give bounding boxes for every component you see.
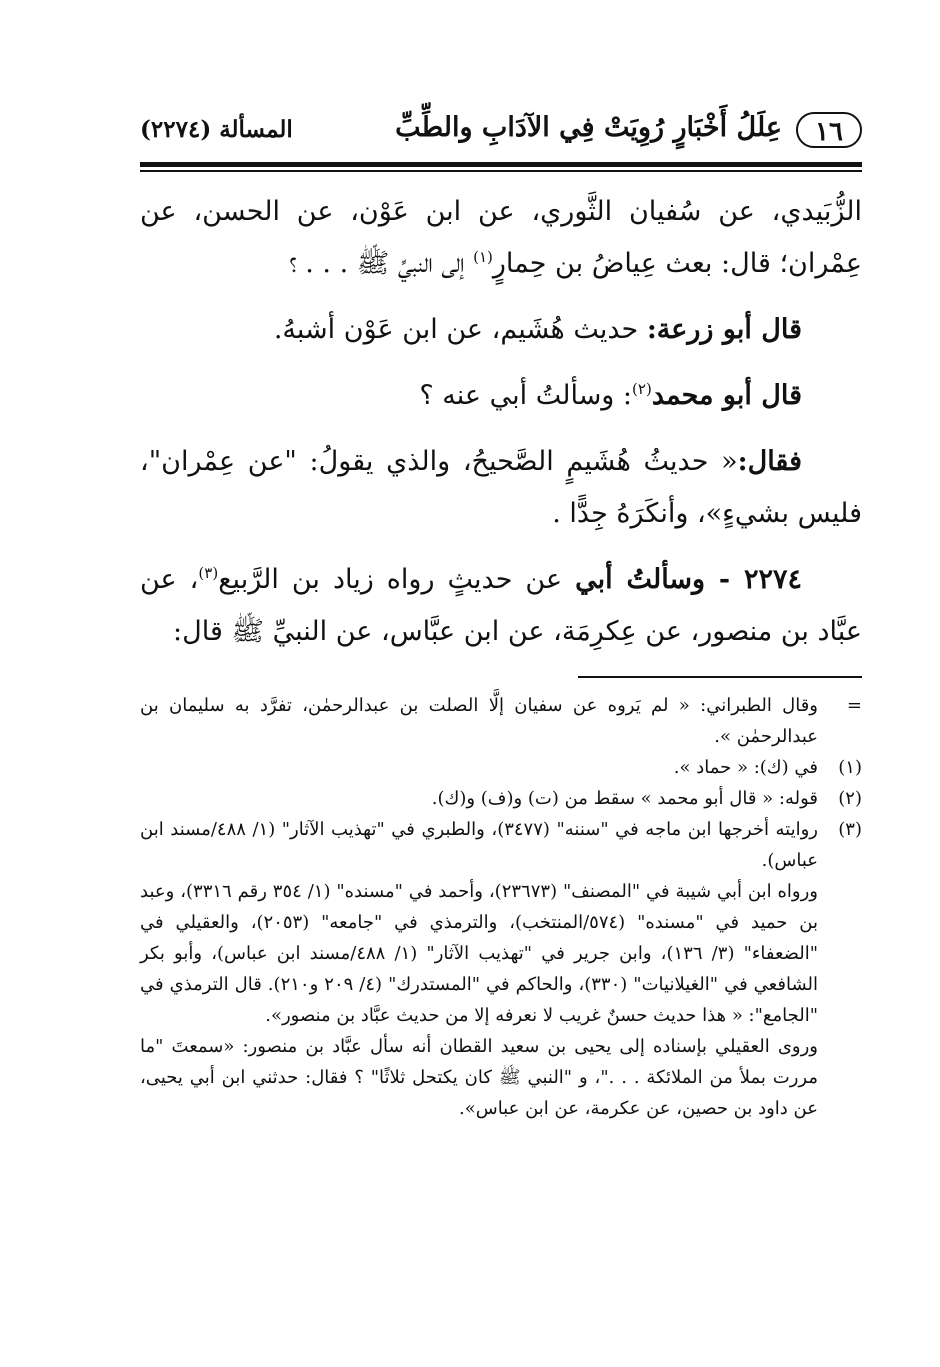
paragraph-text: حديث هُشَيم، عن ابن عَوْن أشبهُ. [273,314,647,345]
footnote-text: قوله: « قال أبو محمد » سقط من (ت) و(ف) و(ك). [431,788,818,809]
issue-heading: ٢٢٧٤ - وسألتُ أبي [575,564,802,595]
issue-label: المسألة (٢٢٧٤) [140,116,293,143]
footnote-3 [140,814,862,876]
footnote-text: ورواه ابن أبي شيبة في "المصنف" (٢٣٦٧٣)، وأحمد في "مسنده" (١/ ٣٥٤ رقم ٣٣١٦)، وعبد بن حميد في "مسنده" (٥٧٤/المنتخب)، والترمذي في "جامعه" (٢٠٥٣)، والعقيلي في "الضعفاء" (٣/ ١٣٦)، وابن جرير في "تهذيب الآثار" (١/ ٤٨٨/مسند ابن عباس)، وأبو بكر الشافعي في "الغيلانيات" (٣٣٠)، والحاكم في "المستدرك" (٤/ ٢٠٩ و٢١٠). قال الترمذي في "الجامع": « هذا حديث حسنٌ غريب لا نعرفه إلا من حديث عبَّاد بن منصور». [140,881,819,1026]
page-number: ١٦ [796,112,862,148]
footnote-marker: (١) [838,757,862,778]
paragraph-chain-continuation [140,186,862,290]
book-title: عِلَلُ أَخْبَارٍ رُوِيَتْ فِي الآدَابِ والطِّبِّ [395,112,782,143]
footnote-text: وروى العقيلي بإسناده إلى يحيى بن سعيد القطان أنه سأل عبَّاد بن منصور: «سمعتَ "ما مررت بملأ من الملائكة . . ."، و "النبي ﷺ كان يكتحل ثلاثًا" ؟ فقال: حدثني ابن أبي يحيى، عن داود بن حصين، عن عكرمة، عن ابن عباس». [140,1036,818,1119]
footnote-1 [140,752,862,783]
footnote-ref-1: (١) [473,248,493,266]
footnote-3-continuation-b [140,1031,862,1124]
footnote-marker: (٣) [838,819,862,840]
speaker-label: قال أبو محمد [651,380,802,411]
paragraph-abu-zura [140,304,862,356]
footnote-ref-2: (٢) [632,380,652,398]
header-rule-thick [140,162,862,167]
footnote-ref-3: (٣) [198,564,219,582]
paragraph-text: « حديثُ هُشَيمٍ الصَّحيحُ، والذي يقولُ: "عن عِمْران"، فليس بشيءٍ»، وأنكَرَهُ جِدًّا . [140,446,862,529]
footnotes [140,690,862,1124]
paragraph-issue-2274 [140,554,862,658]
speaker-label: فقال: [737,446,802,477]
main-text [140,186,862,658]
footnote-text: في (ك): « حماد ». [673,757,818,778]
paragraph-answer [140,436,862,540]
footnote-carryover [140,690,862,752]
footnote-marker: (٢) [838,788,862,809]
paragraph-text: إلى النبيِّ ﷺ . . . ؟ [289,248,474,279]
paragraph-text: : وسألتُ أبي عنه ؟ [419,380,633,411]
footnote-separator [578,676,862,678]
paragraph-abu-muhammad [140,370,862,422]
paragraph-text: ، عن عبَّاد بن منصور، عن عِكرِمَة، عن ابن عبَّاس، عن النبيِّ ﷺ قال: [140,564,862,647]
speaker-label: قال أبو زرعة: [646,314,802,345]
footnote-text: روايته أخرجها ابن ماجه في "سننه" (٣٤٧٧)، والطبري في "تهذيب الآثار" (١/ ٤٨٨/مسند ابن عباس). [140,819,818,871]
header-rule-thin [140,170,862,172]
footnote-text: وقال الطبراني: « لم يَروه عن سفيان إلَّا الصلت بن عبدالرحمٰن، تفرَّد به سليمان بن عبدالرحمٰن ». [140,695,818,747]
paragraph-text: الزُّبَيدي، عن سُفيان الثَّوري، عن ابن عَوْن، عن الحسن، عن عِمْران؛ قال: بعث عِياضُ بن حِمارٍ [140,196,862,279]
paragraph-text: عن حديثٍ رواه زياد بن الرَّبيع [218,564,576,595]
footnote-marker: = [846,695,862,716]
page-header [140,110,862,154]
footnote-2 [140,783,862,814]
footnote-3-continuation-a [140,876,862,1031]
